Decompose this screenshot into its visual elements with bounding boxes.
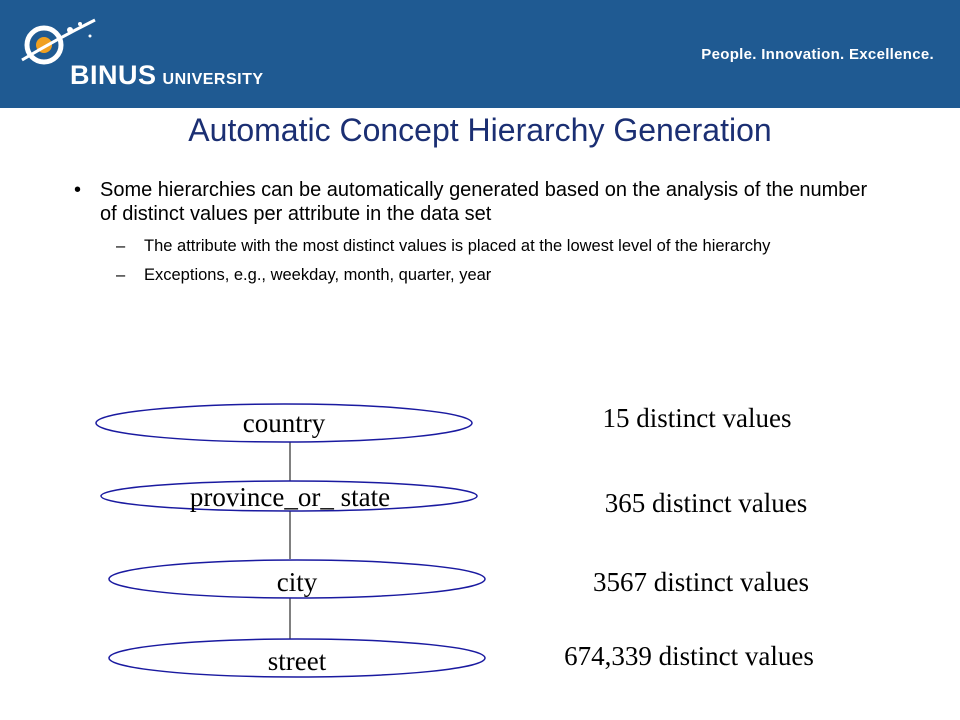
level-count-country: 15 distinct values xyxy=(602,403,792,433)
level-name-country: country xyxy=(242,408,326,438)
sub-bullet-text: Exceptions, e.g., weekday, month, quarter, year xyxy=(144,266,492,284)
level-count-city: 3567 distinct values xyxy=(593,567,809,597)
brand-main: BINUS xyxy=(70,60,157,90)
bullet-dot-icon: • xyxy=(74,179,82,201)
level-count-province: 365 distinct values xyxy=(604,488,808,518)
slide-title: Automatic Concept Hierarchy Generation xyxy=(188,112,772,148)
sub-bullet-dash-icon: – xyxy=(116,237,126,255)
level-name-street: street xyxy=(267,646,327,676)
tagline: People. Innovation. Excellence. xyxy=(701,46,934,63)
level-name-province: province_or_ state xyxy=(189,482,391,512)
level-count-street: 674,339 distinct values xyxy=(564,641,814,671)
sub-bullet-dash-icon: – xyxy=(116,266,126,284)
sub-bullet-text: The attribute with the most distinct values is placed at the lowest level of the hierarchy xyxy=(144,237,771,255)
bullet-text: Some hierarchies can be automatically generated based on the analysis of the number of distinct values per attribute in the data set xyxy=(100,179,868,225)
level-name-city: city xyxy=(276,567,318,597)
brand-sub: UNIVERSITY xyxy=(162,71,264,88)
